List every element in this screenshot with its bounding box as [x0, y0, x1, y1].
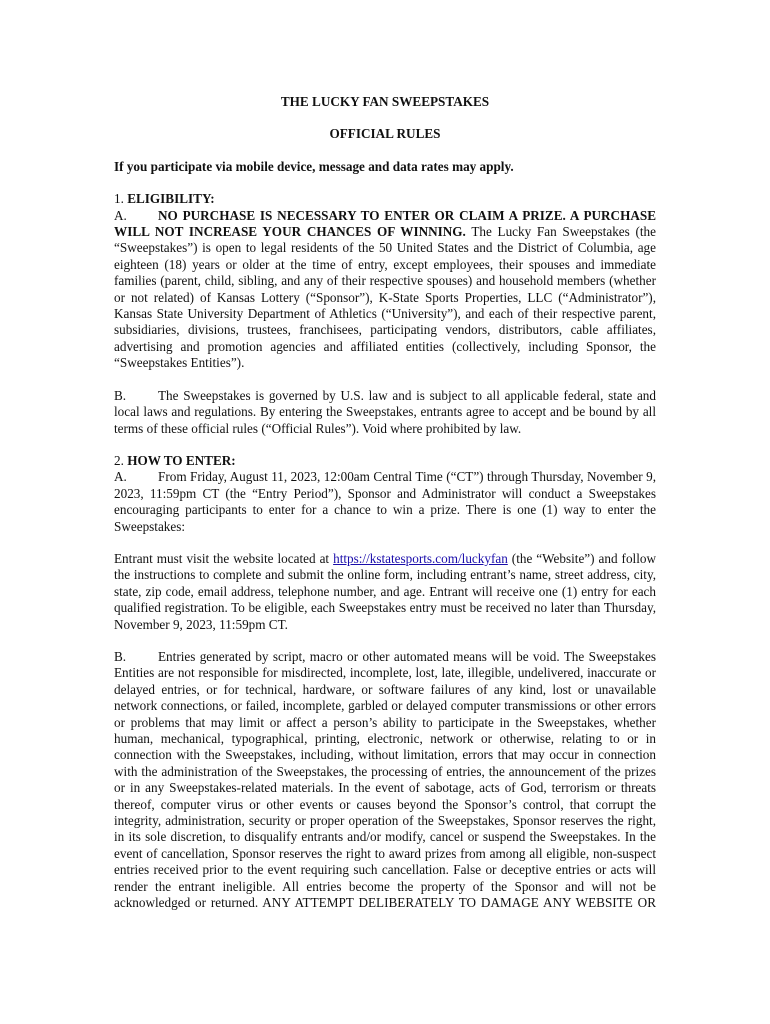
document-subtitle: OFFICIAL RULES	[329, 126, 441, 142]
document-title: THE LUCKY FAN SWEEPSTAKES	[280, 94, 490, 109]
governing-law-text: The Sweepstakes is governed by U.S. law and is subject to all applicable federal, state and local laws and regulations. By entering the Sweepstakes, entrants agree to accept and be bound by all terms of these official rules (“Official Rules”). Void where prohibited by law.	[114, 387, 656, 436]
entry-period-text: From Friday, August 11, 2023, 12:00am Central Time (“CT”) through Thursday, November 9, 2023, 11:59pm CT (the “Entry Period”), Sponsor and Administrator will conduct a Sweepstakes encouraging participants to enter for a chance to win a prize. There is one (1) way to enter the Sweepstakes:	[114, 469, 656, 534]
eligibility-text: The Lucky Fan Sweepstakes (the “Sweepstakes”) is open to legal residents of the 50 United States and the District of Columbia, age eighteen (18) years or older at the time of entry, except employees, their spouses and immediate families (parent, child, sibling, and any of their respective spouses) and household members (whether or not related) of Kansas Lottery (“Sponsor”), K-State Sports Properties, LLC (“Administrator”), Kansas State University Department of Athletics (“University”), and each of their respective parent, subsidiaries, divisions, trustees, franchisees, participating vendors, distributors, cable affiliates, advertising and promotion agencies and affiliated entities (collectively, including Sponsor, the “Sweepstakes Entities”).	[114, 224, 656, 371]
entry-instructions-paragraph	[114, 551, 656, 633]
section-heading-eligibility	[114, 191, 656, 207]
mobile-rates-notice: If you participate via mobile device, message and data rates may apply.	[114, 158, 514, 174]
no-purchase-statement: NO PURCHASE IS NECESSARY TO ENTER OR CLAIM A PRIZE. A PURCHASE WILL NOT INCREASE YOUR CHANCES OF WINNING.	[114, 207, 656, 240]
entry-text-after-link: (the “Website”) and follow the instructions to complete and submit the online form, including entrant’s name, street address, city, state, zip code, email address, telephone number, and age. Entrant will receive one (1) entry for each qualified registration. To be eligible, each Sweepstakes entry must be received no later than Thursday, November 9, 2023, 11:59pm CT.	[114, 550, 656, 632]
void-entries-text: Entries generated by script, macro or other automated means will be void. The Sweepstakes Entities are not responsible for misdirected, incomplete, lost, late, illegible, undelivered, inaccurate or delayed entries, or for technical, hardware, or software failures of any kind, lost or unavailable network connections, or failed, incomplete, garbled or delayed computer transmissions or other errors or problems that may limit or affect a person’s ability to participate in the Sweepstakes, whether human, mechanical, typographical, printing, electronic, network or otherwise, relating to or in connection with the Sweepstakes, including, without limitation, errors that may occur in connection with the administration of the Sweepstakes, the processing of entries, the announcement of the prizes or in any Sweepstakes-related materials. In the event of sabotage, acts of God, terrorism or threats thereof, computer virus or other events or causes beyond the Sponsor’s control, that corrupt the integrity, administration, security or proper operation of the Sweepstakes, Sponsor reserves the right, in its sole discretion, to disqualify entrants and/or modify, cancel or suspend the Sweepstakes. In the event of cancellation, Sponsor reserves the right to award prizes from among all eligible, non-suspect entries received prior to the event requiring such cancellation. False or deceptive entries or acts will render the entrant ineligible. All entries become the property of the Sponsor and will not be acknowledged or returned. ANY ATTEMPT DELIBERATELY TO DAMAGE ANY WEBSITE OR	[114, 648, 656, 911]
paragraph-label: B.	[114, 648, 127, 664]
section-number: 1.	[114, 191, 124, 207]
section-heading-how-to-enter	[114, 453, 656, 469]
paragraph-label: B.	[114, 387, 127, 403]
how-to-enter-paragraph-b	[114, 649, 656, 912]
section-number: 2.	[114, 452, 124, 468]
sweepstakes-website-link[interactable]: https://kstatesports.com/luckyfan	[333, 550, 508, 566]
section-title: ELIGIBILITY:	[127, 191, 215, 207]
section-title: HOW TO ENTER:	[127, 452, 236, 468]
paragraph-label: A.	[114, 469, 127, 485]
how-to-enter-paragraph-a	[114, 469, 656, 535]
eligibility-paragraph-a	[114, 208, 656, 372]
paragraph-label: A.	[114, 207, 127, 223]
entry-text-before-link: Entrant must visit the website located at	[114, 550, 334, 566]
document-body	[114, 94, 656, 911]
eligibility-paragraph-b	[114, 388, 656, 437]
